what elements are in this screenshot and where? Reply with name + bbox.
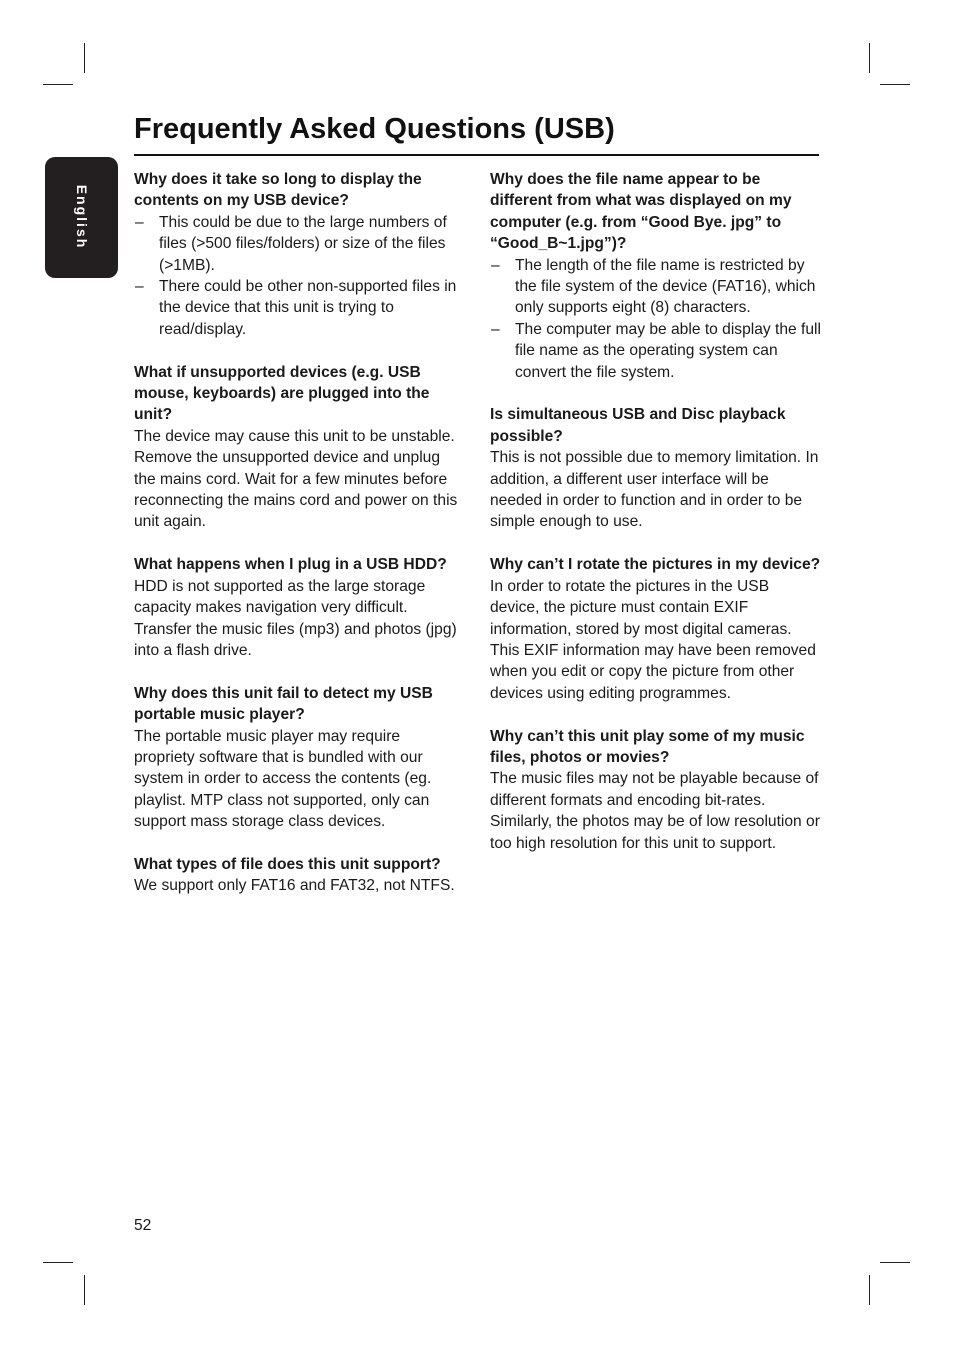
faq-answer-bullet: – The length of the file name is restricted by the file system of the device (FAT16), which only supports eight (8) characters.: [490, 255, 822, 319]
faq-item: [490, 554, 822, 704]
faq-column-left: [134, 169, 464, 918]
faq-answer: HDD is not supported as the large storage capacity makes navigation very difficult. Transfer the music files (mp3) and photos (jpg) into a flash drive.: [134, 577, 457, 659]
faq-answer-list: [134, 212, 464, 340]
faq-item: [134, 169, 464, 340]
faq-item: [134, 362, 464, 533]
crop-mark: [43, 84, 73, 85]
crop-mark: [880, 84, 910, 85]
faq-question: Why can’t this unit play some of my music files, photos or movies?: [490, 727, 805, 766]
faq-column-right: [490, 169, 822, 875]
faq-question: What types of file does this unit support?: [134, 855, 441, 873]
crop-mark: [880, 1262, 910, 1263]
faq-item: [134, 854, 464, 897]
crop-mark: [84, 1275, 85, 1305]
faq-answer-bullet: – This could be due to the large numbers of files (>500 files/folders) or size of the files (>1MB).: [134, 212, 464, 276]
title-rule: [134, 154, 819, 156]
page-number: 52: [134, 1217, 152, 1234]
faq-answer: The music files may not be playable because of different formats and encoding bit-rates. Similarly, the photos may be of low resolution or too high resolution for this unit to support.: [490, 770, 820, 852]
crop-mark: [84, 43, 85, 73]
faq-question: Why does it take so long to display the contents on my USB device?: [134, 171, 422, 210]
crop-mark: [869, 43, 870, 73]
faq-answer: This is not possible due to memory limitation. In addition, a different user interface will be needed in order to function and in order to be simple enough to use.: [490, 449, 819, 531]
faq-question: Is simultaneous USB and Disc playback possible?: [490, 406, 786, 445]
faq-question: Why can’t I rotate the pictures in my device?: [490, 556, 821, 574]
faq-item: [490, 169, 822, 383]
page-title: Frequently Asked Questions (USB): [134, 113, 615, 145]
faq-answer-list: [490, 255, 822, 383]
language-tab: [45, 157, 118, 278]
faq-answer: The portable music player may require propriety software that is bundled with our system in order to access the contents (eg. playlist. MTP class not supported, only can support mass storage class devices.: [134, 727, 432, 831]
faq-question: What happens when I plug in a USB HDD?: [134, 556, 447, 574]
faq-question: Why does this unit fail to detect my USB portable music player?: [134, 684, 433, 724]
crop-mark: [869, 1275, 870, 1305]
faq-answer: We support only FAT16 and FAT32, not NTFS.: [134, 877, 455, 895]
faq-answer-bullet: – The computer may be able to display the full file name as the operating system can convert the file system.: [490, 319, 822, 383]
faq-question: What if unsupported devices (e.g. USB mouse, keyboards) are plugged into the unit?: [134, 363, 430, 424]
faq-item: [490, 726, 822, 854]
crop-mark: [43, 1262, 73, 1263]
faq-answer: The device may cause this unit to be unstable. Remove the unsupported device and unplug the mains cord. Wait for a few minutes before reconnecting the mains cord and power on this unit again.: [134, 427, 458, 531]
faq-question: Why does the file name appear to be different from what was displayed on my computer (e.g. from “Good Bye. jpg” to “Good_B~1.jpg”)?: [490, 171, 792, 253]
faq-answer-bullet: – There could be other non-supported files in the device that this unit is trying to read/display.: [134, 276, 464, 340]
faq-item: [134, 683, 464, 833]
faq-item: [490, 404, 822, 532]
faq-item: [134, 554, 464, 661]
faq-answer: In order to rotate the pictures in the USB device, the picture must contain EXIF information, stored by most digital cameras. This EXIF information may have been removed when you edit or copy the picture from other devices using editing programmes.: [490, 577, 816, 702]
language-tab-label: English: [73, 184, 90, 250]
